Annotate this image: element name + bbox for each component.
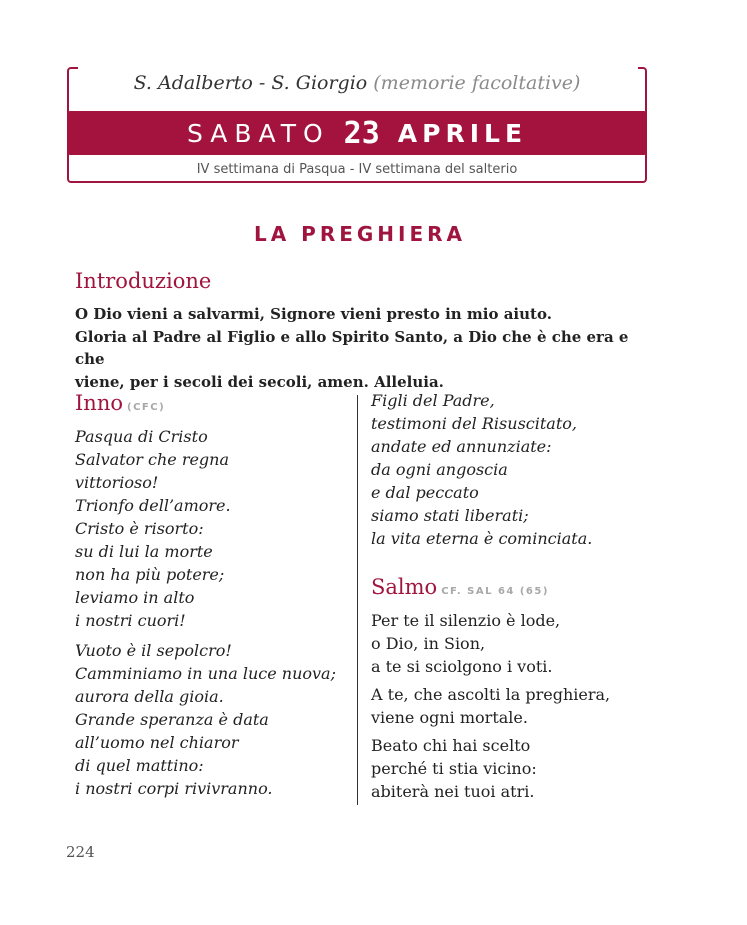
verse-line: A te, che ascolti la preghiera, xyxy=(371,685,611,704)
verse-line: di quel mattino: xyxy=(75,756,204,775)
inno-heading-row xyxy=(75,391,165,415)
verse-line: Beato chi hai scelto xyxy=(371,736,531,755)
verse-line: Figli del Padre, xyxy=(371,391,495,410)
inno-ref: (CFC) xyxy=(127,402,166,413)
verse-line: vittorioso! xyxy=(75,473,159,492)
verse-line: Grande speranza è data xyxy=(75,710,269,729)
inno-stanza-1 xyxy=(75,425,345,632)
salmo-stanza-2 xyxy=(371,683,671,729)
intro-text xyxy=(75,303,655,393)
date-band xyxy=(67,111,647,155)
inno-left-column xyxy=(75,425,345,807)
verse-line: Pasqua di Cristo xyxy=(75,427,208,446)
verse-line: o Dio, in Sion, xyxy=(371,634,486,653)
inno-right-column xyxy=(371,389,671,550)
week-line: IV settimana di Pasqua - IV settimana del salterio xyxy=(196,162,518,177)
verse-line: Trionfo dell’amore. xyxy=(75,496,231,515)
verse-line: i nostri corpi rivivranno. xyxy=(75,779,273,798)
verse-line: leviamo in alto xyxy=(75,588,195,607)
verse-line: Per te il silenzio è lode, xyxy=(371,611,561,630)
verse-line: non ha più potere; xyxy=(75,565,225,584)
intro-line: viene, per i secoli dei secoli, amen. Alleluia. xyxy=(75,372,444,391)
salmo-stanza-1 xyxy=(371,609,671,678)
verse-line: abiterà nei tuoi atri. xyxy=(371,782,535,801)
verse-line: e dal peccato xyxy=(371,483,479,502)
month-name: APRILE xyxy=(397,118,528,148)
inno-stanza-2 xyxy=(75,639,345,800)
verse-line: viene ogni mortale. xyxy=(371,708,528,727)
saints-memo: (memorie facoltative) xyxy=(373,72,581,94)
verse-line: testimoni del Risuscitato, xyxy=(371,414,577,433)
salmo-heading: Salmo xyxy=(371,575,438,599)
intro-line: Gloria al Padre al Figlio e allo Spirito Santo, a Dio che è che era e che xyxy=(75,327,629,368)
salmo-heading-row xyxy=(371,575,549,599)
verse-line: siamo stati liberati; xyxy=(371,506,529,525)
verse-line: la vita eterna è cominciata. xyxy=(371,529,593,548)
section-title: LA PREGHIERA xyxy=(253,222,467,246)
salmo-text xyxy=(371,609,671,808)
saints-names: S. Adalberto - S. Giorgio xyxy=(133,72,368,94)
verse-line: da ogni angoscia xyxy=(371,460,508,479)
verse-line: perché ti stia vicino: xyxy=(371,759,537,778)
verse-line: i nostri cuori! xyxy=(75,611,186,630)
intro-heading: Introduzione xyxy=(75,269,212,293)
verse-line: aurora della gioia. xyxy=(75,687,224,706)
inno-stanza-3 xyxy=(371,389,671,550)
verse-line: andate ed annunziate: xyxy=(371,437,552,456)
intro-line: O Dio vieni a salvarmi, Signore vieni presto in mio aiuto. xyxy=(75,305,552,323)
inno-heading: Inno xyxy=(75,391,123,415)
verse-line: all’uomo nel chiaror xyxy=(75,733,239,752)
date-number: 23 xyxy=(343,115,380,151)
salmo-ref: CF. SAL 64 (65) xyxy=(441,586,549,597)
saints-line xyxy=(67,72,647,94)
page-number: 224 xyxy=(66,843,95,861)
verse-line: Salvator che regna xyxy=(75,450,230,469)
verse-line: Camminiamo in una luce nuova; xyxy=(75,664,336,683)
verse-line: a te si sciolgono i voti. xyxy=(371,657,553,676)
verse-line: Cristo è risorto: xyxy=(75,519,204,538)
column-divider xyxy=(357,395,358,805)
verse-line: Vuoto è il sepolcro! xyxy=(75,641,232,660)
verse-line: su di lui la morte xyxy=(75,542,213,561)
day-name: SABATO xyxy=(186,118,330,148)
salmo-stanza-3 xyxy=(371,734,671,803)
